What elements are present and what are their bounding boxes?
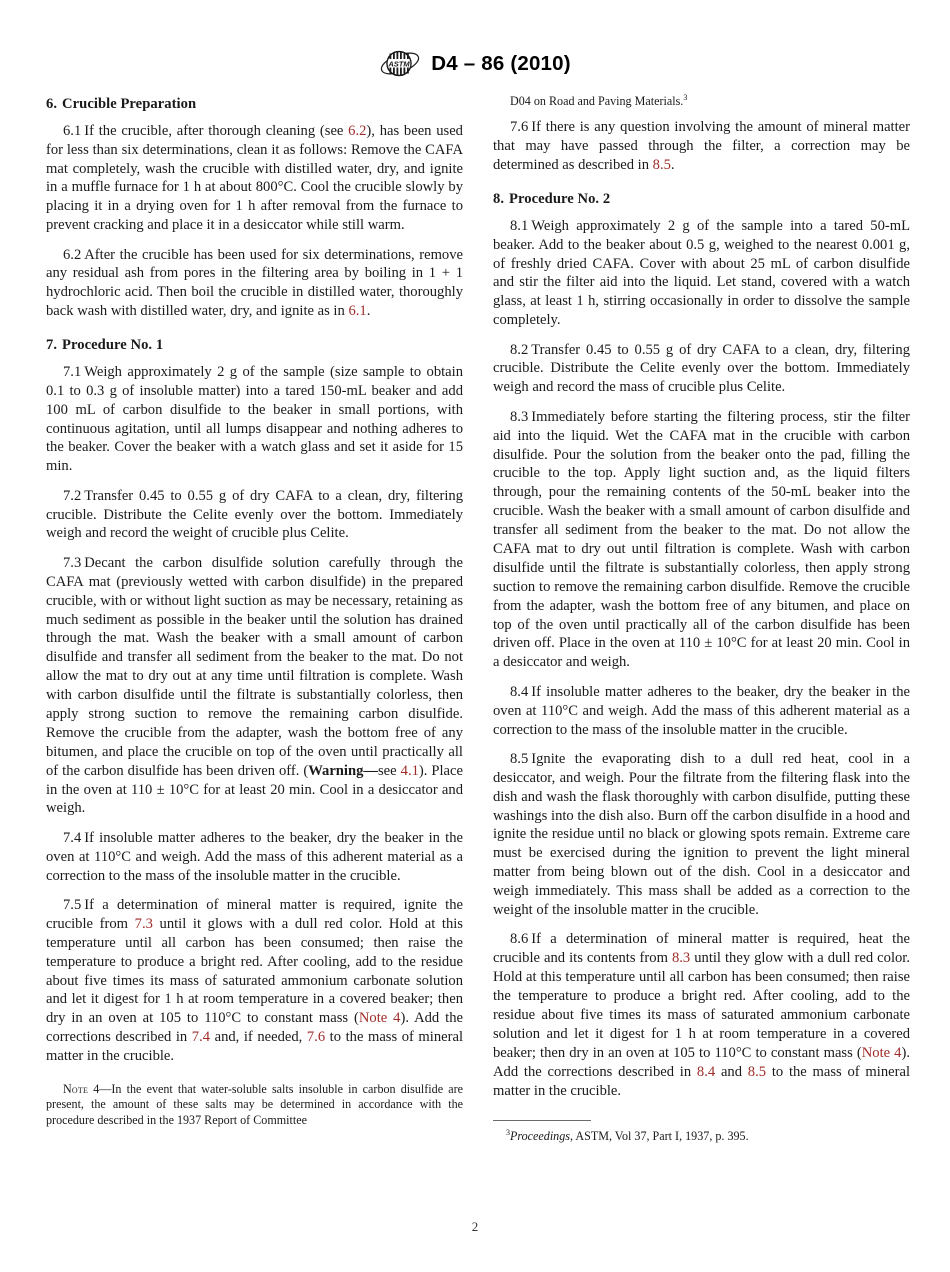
left-column: [46, 94, 463, 1145]
paragraph-7-3-text-b: see: [378, 762, 401, 779]
two-column-body: [46, 94, 910, 1145]
paragraph-7-1-number: 7.1: [63, 363, 82, 380]
paragraph-7-2-text: Transfer 0.45 to 0.55 g of dry CAFA to a clean, dry, filtering crucible. Distribute the Celite evenly over the bottom. Immediately weigh and record the weight of crucible plus Celite.: [46, 487, 463, 542]
footnote-3-marker: 3: [506, 1128, 510, 1138]
xref-8-5-second[interactable]: 8.5: [747, 1063, 767, 1080]
paragraph-7-5-text-b: until it glows with a dull red color. Hold at this temperature until all carbon has been consumed; then raise the temperature to produce a bright red. After cooling, add to the residue about five times its mass of saturated ammonium carbonate solution and let it digest for 1 h at room temperature in a covered beaker; then dry in an oven at 105 to 110°C to constant mass (: [46, 915, 463, 1027]
paragraph-7-6-text-b: .: [670, 157, 675, 174]
paragraph-7-3-number: 7.3: [63, 554, 82, 571]
section-heading-6: [46, 94, 463, 115]
paragraph-8-3: [493, 408, 910, 672]
paragraph-8-1-number: 8.1: [510, 217, 529, 234]
paragraph-8-2-number: 8.2: [510, 341, 529, 358]
right-column: [493, 94, 910, 1145]
standard-designation: D4 – 86 (2010): [431, 51, 571, 75]
xref-8-3[interactable]: 8.3: [671, 950, 691, 967]
paragraph-8-5-number: 8.5: [510, 750, 529, 767]
section-7-title: Procedure No. 1: [62, 337, 164, 354]
astm-logo-icon: [379, 48, 421, 79]
paragraph-7-5-text-a: If a determination of mineral matter is required, ignite the crucible from: [46, 897, 463, 932]
footnote-3: [493, 1129, 910, 1145]
paragraph-8-2: [493, 341, 910, 398]
footnote-3-italic: Proceedings: [509, 1129, 570, 1144]
section-8-title: Procedure No. 2: [509, 191, 611, 208]
paragraph-8-2-text: Transfer 0.45 to 0.55 g of dry CAFA to a clean, dry, filtering crucible. Distribute the Celite evenly over the bottom. Immediately weigh and record the mass of crucible plus Celite.: [493, 341, 910, 396]
paragraph-7-5-text-d: and, if needed,: [210, 1029, 307, 1046]
paragraph-6-2-text-b: .: [366, 303, 371, 320]
paragraph-7-5-text-c: ). Add the corrections described in: [46, 1010, 463, 1046]
footnote-marker-3: 3: [683, 92, 688, 102]
xref-7-6[interactable]: 7.6: [306, 1029, 326, 1046]
footnote-area: [493, 1120, 910, 1145]
paragraph-8-3-number: 8.3: [510, 408, 529, 425]
paragraph-7-3-text-c: ). Place in the oven at 110 ± 10°C for at least 20 min. Cool in a desiccator and weigh.: [46, 762, 463, 817]
paragraph-6-1-number: 6.1: [63, 122, 82, 139]
paragraph-7-5-text-e: to the mass of mineral matter in the crucible.: [46, 1029, 464, 1065]
paragraph-8-6-number: 8.6: [510, 931, 529, 948]
paragraph-7-2: [46, 487, 463, 544]
paragraph-7-6-number: 7.6: [510, 119, 529, 136]
footnote-separator-rule: [493, 1120, 591, 1121]
paragraph-8-1: [493, 217, 910, 330]
svg-text:ASTM: ASTM: [388, 59, 410, 69]
paragraph-7-3-text-a: Decant the carbon disulfide solution carefully through the CAFA mat (previously wetted with carbon disulfide) in the prepared crucible, with or without light suction as may be necessary, retaining as much sediment as possible in the beaker until the solution has drained through the mat. Wash the beaker with a small amount of carbon disulfide and transfer all sediment from the beaker to the mat. Do not allow the mat to dry out at any time until filtration is complete. Wash with carbon disulfide until the filtrate is substantially colorless, then apply strong suction to remove the remaining carbon disulfide. Remove the crucible from the adapter, wash the bottom free of any bitumen, and place the crucible on top of the oven until practically all of the carbon disulfide has been driven off. (: [46, 554, 463, 779]
paragraph-7-6: [493, 118, 910, 175]
paragraph-7-3: [46, 554, 463, 818]
paragraph-7-4: [46, 829, 463, 886]
note-4-label: Note: [63, 1082, 89, 1097]
section-7-number: 7.: [46, 337, 58, 354]
paragraph-6-1: [46, 122, 463, 235]
paragraph-7-4-text: If insoluble matter adheres to the beaker, dry the beaker in the oven at 110°C and weigh. Add the mass of this adherent material as a correction to the mass of the insoluble matter in the crucible.: [46, 829, 463, 884]
paragraph-6-2-text-a: After the crucible has been used for six determinations, remove any residual ash from pores in the filtering area by boiling in 1 + 1 hydrochloric acid. Then boil the crucible in distilled water, thoroughly back wash with distilled water, dry, and ignite as in: [46, 246, 463, 320]
xref-7-4[interactable]: 7.4: [191, 1029, 211, 1046]
page-header: [0, 48, 950, 79]
paragraph-8-5-text: Ignite the evaporating dish to a dull red heat, cool in a desiccator, and weigh. Pour the filtrate from the filtering flask into the dish and wash the flask thoroughly with carbon disulfide, putting these washings into the dish also. Burn off the carbon disulfide in a hood and ignite the residue until no black or glowing spots remain. Extreme care must be exercised during the ignition to prevent the light mineral matter from being blown out of the dish. Cool in a desiccator and weigh immediately. This mass shall be added as a correction to the weight of the insoluble matter in the crucible.: [493, 750, 910, 919]
xref-8-4[interactable]: 8.4: [696, 1063, 716, 1080]
xref-6-1[interactable]: 6.1: [348, 303, 367, 320]
xref-7-3[interactable]: 7.3: [134, 915, 153, 932]
paragraph-8-6: [493, 930, 910, 1100]
footnote-3-rest: , ASTM, Vol 37, Part I, 1937, p. 395.: [570, 1129, 749, 1144]
note-4-continuation: [493, 94, 910, 109]
section-6-number: 6.: [46, 96, 58, 112]
note-4-block: [46, 1082, 463, 1128]
paragraph-6-1-text-b: ), has been used for less than six determinations, clean it as follows: Remove the CAFA mat completely, wash the crucible with distilled water, dry, and ignite in a muffle furnace for 1 h at about 800°C. Cool the crucible slowly by placing it in a drying oven for 1 h after removal from the furnace to prevent cracking and place it in a desiccator while still warm.: [46, 122, 463, 234]
note-4-text: In the event that water-soluble salts insoluble in carbon disulfide are present, the amount of these salts may be determined in accordance with the procedure described in the 1937 Report of Committee: [46, 1082, 463, 1127]
warning-label: Warning—: [308, 762, 378, 779]
paragraph-7-1: [46, 363, 463, 476]
paragraph-8-6-text-c: ). Add the corrections described in: [493, 1044, 910, 1080]
note-4-number: 4—: [88, 1082, 112, 1097]
paragraph-6-1-text-a: If the crucible, after thorough cleaning (see: [84, 122, 349, 139]
page-number: 2: [471, 1219, 479, 1234]
section-heading-7: [46, 335, 463, 356]
section-8-number: 8.: [493, 191, 505, 208]
paragraph-7-5-number: 7.5: [63, 897, 82, 913]
paragraph-6-2: [46, 246, 463, 322]
paragraph-8-5: [493, 750, 910, 920]
paragraph-8-6-text-a: If a determination of mineral matter is required, heat the crucible and its contents from: [493, 931, 910, 967]
paragraph-8-4-number: 8.4: [510, 683, 529, 700]
paragraph-7-1-text: Weigh approximately 2 g of the sample (size sample to obtain 0.1 to 0.3 g of insoluble matter) into a tared 150-mL beaker and add 100 mL of carbon disulfide to the beaker in small portions, with continuous agitation, until all lumps disappear and nothing adheres to the beaker. Cover the beaker with a watch glass and set it aside for 15 min.: [46, 363, 463, 475]
paragraph-7-5: [46, 896, 463, 1066]
paragraph-8-4-text: If insoluble matter adheres to the beaker, dry the beaker in the oven at 110°C and weigh. Add the mass of this adherent material as a correction to the mass of the insoluble matter in the crucible.: [493, 683, 910, 738]
paragraph-6-2-number: 6.2: [63, 246, 82, 263]
paragraph-8-3-text: Immediately before starting the filtering process, stir the filter aid into the liquid. Wet the CAFA mat in the crucible with carbon disulfide. Pour the solution from the beaker onto the pad, filling the crucible to the top. Apply light suction and, as the liquid filters through, pour the remaining contents of the 50-mL beaker into the crucible. Wash the beaker with a small amount of carbon disulfide and transfer all sediment from the beaker to the mat. Do not allow the CAFA mat to dry out until filtration is complete. Wash with carbon disulfide until the filtrate is substantially colorless, then apply strong suction to remove the remaining carbon disulfide. Remove the crucible from the adapter, wash the bottom free of any bitumen, and place on top of the oven until practically all of the carbon disulfide has been driven off. Place in the oven at 110 ± 10°C for at least 20 min. Cool in a desiccator and weigh.: [493, 408, 910, 671]
xref-6-2[interactable]: 6.2: [348, 122, 367, 139]
paragraph-8-6-text-d: and: [715, 1063, 748, 1080]
paragraph-7-4-number: 7.4: [63, 829, 82, 846]
xref-4-1[interactable]: 4.1: [400, 762, 419, 779]
xref-note-4-right[interactable]: Note 4: [861, 1044, 902, 1061]
section-heading-8: [493, 189, 910, 210]
section-6-title: Crucible Preparation: [62, 96, 197, 112]
paragraph-8-6-text-b: until they glow with a dull red color. Hold at this temperature until all carbon has been consumed; then raise the temperature to produce a bright red. After cooling, add to the residue about five times its mass of saturated ammonium carbonate solution and let it digest for 1 h at room temperature in a covered beaker; then dry in an oven at 105 to 110°C to constant mass (: [493, 950, 910, 1061]
paragraph-7-6-text-a: If there is any question involving the amount of mineral matter that may have passed through the filter, a correction may be determined as described in: [493, 119, 910, 174]
paragraph-8-6-text-e: to the mass of mineral matter in the crucible.: [493, 1063, 910, 1099]
note-4-continuation-text: D04 on Road and Paving Materials.: [510, 94, 684, 108]
paragraph-8-4: [493, 683, 910, 740]
xref-8-5[interactable]: 8.5: [652, 157, 671, 174]
paragraph-8-1-text: Weigh approximately 2 g of the sample into a tared 50-mL beaker. Add to the beaker about 0.5 g, weighed to the nearest 0.001 g, of freshly dried CAFA. Cover with about 25 mL of carbon disulfide and stir the filter aid into the liquid. Let stand, covered with a watch glass, at least 1 h, stirring occasionally in order to dissolve the sample completely.: [493, 217, 910, 329]
xref-note-4[interactable]: Note 4: [358, 1010, 401, 1027]
paragraph-7-2-number: 7.2: [63, 487, 82, 504]
